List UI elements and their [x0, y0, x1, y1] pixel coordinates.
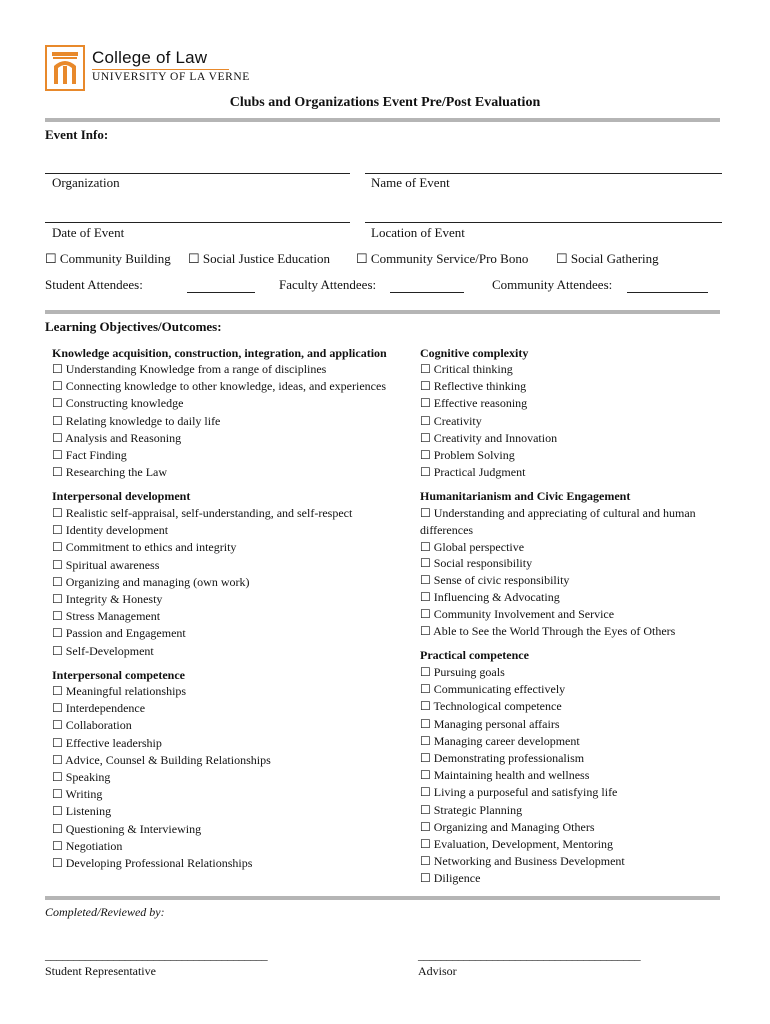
divider-bar	[45, 896, 720, 900]
list-item[interactable]: ☐ Community Involvement and Service	[420, 606, 615, 621]
student-signature-line[interactable]: _______________________________________	[45, 948, 268, 962]
list-item[interactable]: ☐ Researching the Law	[52, 465, 168, 480]
list-item[interactable]: ☐ Commitment to ethics and integrity	[52, 540, 237, 555]
list-item[interactable]: ☐ Organizing and Managing Others	[420, 819, 595, 834]
student-attendees-label: Student Attendees:	[45, 277, 143, 292]
list-item[interactable]: ☐ Global perspective	[420, 539, 525, 554]
list-item[interactable]: ☐ Identity development	[52, 523, 169, 538]
date-of-event-line[interactable]	[45, 222, 350, 223]
list-item[interactable]: ☐ Interdependence	[52, 701, 146, 716]
list-item[interactable]: ☐ Practical Judgment	[420, 465, 526, 480]
list-item[interactable]: ☐ Advice, Counsel & Building Relationships	[52, 752, 271, 767]
community-attendees-field[interactable]	[627, 292, 708, 293]
cognitive-heading: Cognitive complexity	[420, 346, 529, 360]
list-item[interactable]: ☐ Fact Finding	[52, 448, 127, 463]
interpersonal-competence-list	[52, 683, 271, 872]
list-item[interactable]: ☐ Speaking	[52, 770, 111, 785]
list-item[interactable]: ☐ Problem Solving	[420, 448, 515, 463]
list-item[interactable]: ☐ Analysis and Reasoning	[52, 430, 182, 445]
list-item[interactable]: ☐ Organizing and managing (own work)	[52, 574, 250, 589]
list-item[interactable]: ☐ Connecting knowledge to other knowledge, ideas, and experiences	[52, 379, 386, 394]
list-item[interactable]: ☐ Listening	[52, 804, 112, 819]
list-item[interactable]: ☐ Communicating effectively	[420, 682, 566, 697]
list-item[interactable]: ☐ Negotiation	[52, 838, 123, 853]
completed-reviewed-heading: Completed/Reviewed by:	[45, 905, 165, 919]
humanitarianism-heading: Humanitarianism and Civic Engagement	[420, 489, 631, 503]
knowledge-heading: Knowledge acquisition, construction, integration, and application	[52, 346, 387, 360]
logo-college-name: College of Law	[92, 48, 208, 67]
page-title: Clubs and Organizations Event Pre/Post Evaluation	[229, 95, 541, 110]
list-item[interactable]: ☐ Sense of civic responsibility	[420, 573, 570, 588]
logo-university-name: UNIVERSITY OF LA VERNE	[92, 71, 250, 83]
interpersonal-development-heading: Interpersonal development	[52, 489, 191, 503]
student-representative-label: Student Representative	[45, 964, 156, 978]
list-item[interactable]: ☐ Demonstrating professionalism	[420, 751, 585, 766]
list-item[interactable]: ☐ Managing personal affairs	[420, 716, 560, 731]
divider-bar	[45, 118, 720, 122]
list-item[interactable]: ☐ Diligence	[420, 871, 481, 886]
arch-logo-icon	[52, 52, 78, 84]
interpersonal-competence-heading: Interpersonal competence	[52, 668, 185, 682]
list-item[interactable]: ☐ Relating knowledge to daily life	[52, 413, 221, 428]
list-item[interactable]: ☐ Effective reasoning	[420, 396, 528, 411]
practical-competence-heading: Practical competence	[420, 648, 529, 662]
community-attendees-label: Community Attendees:	[492, 277, 613, 292]
knowledge-list	[52, 361, 386, 481]
list-item[interactable]: ☐ Critical thinking	[420, 362, 513, 376]
list-item[interactable]: ☐ Managing career development	[420, 733, 580, 748]
location-of-event-line[interactable]	[365, 222, 722, 223]
list-item[interactable]: ☐ Pursuing goals	[420, 665, 505, 679]
student-attendees-field[interactable]	[187, 292, 255, 293]
list-item[interactable]: ☐ Questioning & Interviewing	[52, 821, 202, 836]
list-item[interactable]: ☐ Spiritual awareness	[52, 557, 160, 572]
list-item[interactable]: ☐ Meaningful relationships	[52, 684, 187, 698]
list-item[interactable]: ☐ Technological competence	[420, 699, 562, 714]
list-item[interactable]: ☐ Understanding and appreciating of cultural and human	[420, 506, 696, 520]
learning-objectives-heading: Learning Objectives/Outcomes:	[45, 319, 222, 334]
list-item[interactable]: ☐ Collaboration	[52, 718, 132, 733]
list-item[interactable]: ☐ Realistic self-appraisal, self-understanding, and self-respect	[52, 506, 353, 520]
list-item[interactable]: ☐ Passion and Engagement	[52, 626, 186, 641]
advisor-signature-line[interactable]: _______________________________________	[418, 948, 641, 962]
list-item[interactable]: ☐ Evaluation, Development, Mentoring	[420, 837, 614, 852]
list-item[interactable]: ☐ Developing Professional Relationships	[52, 856, 253, 871]
checkbox-social-gathering[interactable]: ☐ Social Gathering	[556, 251, 659, 266]
list-item[interactable]: ☐ Creativity	[420, 413, 482, 428]
faculty-attendees-label: Faculty Attendees:	[279, 277, 377, 292]
checkbox-community-building[interactable]: ☐ Community Building	[45, 251, 171, 266]
list-item[interactable]: ☐ Integrity & Honesty	[52, 592, 163, 607]
list-item[interactable]: ☐ Self-Development	[52, 643, 154, 658]
list-item[interactable]: ☐ Social responsibility	[420, 556, 533, 571]
organization-label: Organization	[52, 175, 120, 190]
list-item[interactable]: ☐ Writing	[52, 787, 103, 802]
list-item[interactable]: ☐ Able to See the World Through the Eyes of Others	[420, 623, 676, 638]
interpersonal-development-list	[52, 505, 352, 660]
list-item[interactable]: ☐ Strategic Planning	[420, 802, 523, 817]
faculty-attendees-field[interactable]	[390, 292, 464, 293]
humanitarianism-list	[420, 505, 696, 639]
list-item[interactable]: ☐ Networking and Business Development	[420, 854, 625, 869]
list-item[interactable]: ☐ Reflective thinking	[420, 379, 527, 394]
list-item-continuation: differences	[420, 522, 474, 537]
checkbox-community-service[interactable]: ☐ Community Service/Pro Bono	[356, 251, 529, 266]
list-item[interactable]: ☐ Stress Management	[52, 609, 161, 624]
advisor-label: Advisor	[418, 964, 457, 978]
location-of-event-label: Location of Event	[371, 225, 465, 240]
list-item[interactable]: ☐ Effective leadership	[52, 735, 162, 750]
list-item[interactable]: ☐ Creativity and Innovation	[420, 430, 558, 445]
list-item[interactable]: ☐ Living a purposeful and satisfying life	[420, 785, 618, 800]
practical-competence-list	[420, 664, 625, 888]
list-item[interactable]: ☐ Constructing knowledge	[52, 396, 184, 411]
list-item[interactable]: ☐ Understanding Knowledge from a range of disciplines	[52, 362, 327, 376]
logo-mark	[45, 45, 85, 91]
list-item[interactable]: ☐ Influencing & Advocating	[420, 589, 560, 604]
event-info-heading: Event Info:	[45, 127, 109, 142]
organization-line[interactable]	[45, 173, 350, 174]
cognitive-list	[420, 361, 557, 481]
logo-divider	[92, 69, 229, 70]
list-item[interactable]: ☐ Maintaining health and wellness	[420, 768, 590, 783]
checkbox-social-justice[interactable]: ☐ Social Justice Education	[188, 251, 330, 266]
date-of-event-label: Date of Event	[52, 225, 125, 240]
name-of-event-label: Name of Event	[371, 175, 450, 190]
name-of-event-line[interactable]	[365, 173, 722, 174]
divider-bar	[45, 310, 720, 314]
